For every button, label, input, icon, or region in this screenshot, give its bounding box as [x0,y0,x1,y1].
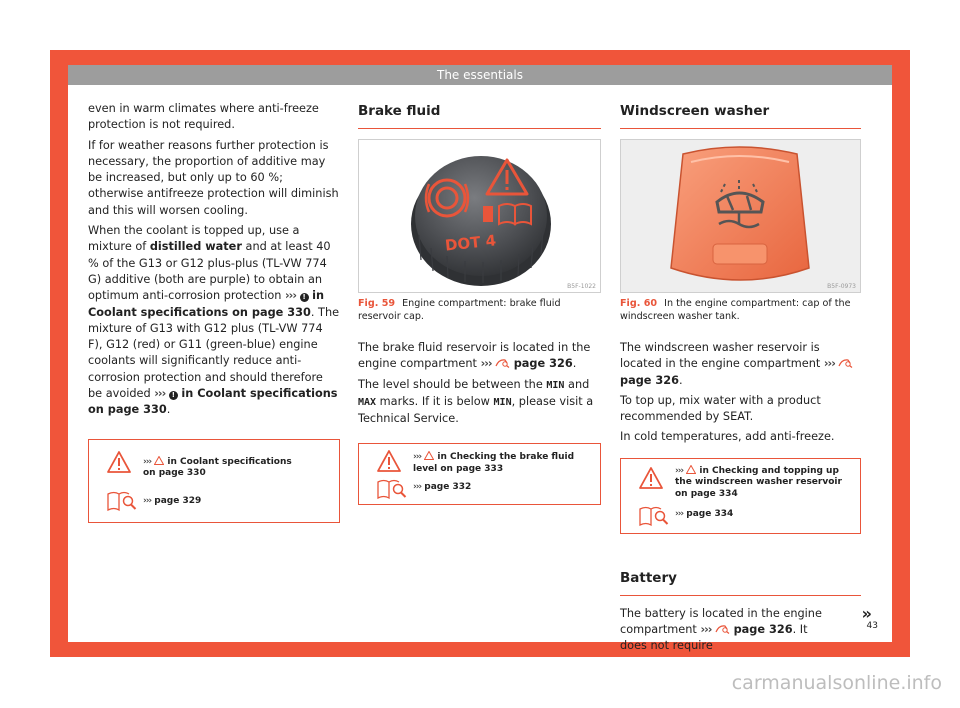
link-arrow: ››› [285,289,296,303]
figure-label: Fig. 59 [358,298,396,309]
link-arrow: ››› [700,623,712,637]
paragraph [358,377,601,428]
text: and [568,377,590,391]
text: and at least 40 % of the G13 or G12 plus-plus (TL-VW 774 G) additive (both are purple) to obtain an optimum anti-corrosion protection [88,240,331,303]
reference-warning-text[interactable] [675,465,851,501]
reference-box [620,458,861,534]
caption-text: In the engine compartment: cap of the windscreen washer tank. [620,298,851,322]
figure-label: Fig. 60 [620,298,658,309]
figure-code: B5F-0973 [827,283,856,290]
header-bar: The essentials [68,65,892,85]
text: marks. If it is below [379,394,490,408]
link-arrow: ››› [143,495,152,506]
engine-hood-icon [495,358,510,368]
reference-text: page 329 [154,495,202,506]
warning-icon [639,467,663,489]
reference-page-text[interactable] [675,509,733,521]
caption-text: Engine compartment: brake fluid reservoir cap. [358,298,561,322]
reference-box [358,443,601,505]
brake-cap-illustration [359,140,600,293]
manual-search-icon [107,490,137,512]
warning-icon [107,451,131,473]
link-arrow: ››› [675,508,684,519]
bold-text: distilled water [149,240,242,254]
text: The windscreen washer reservoir is located in the engine compartment [620,341,821,371]
link-arrow: ››› [413,452,422,463]
cross-reference-link[interactable]: page 326 [513,357,573,371]
paragraph [620,340,861,389]
text: . The mixture of G13 with G12 plus (TL-VW 774 F), G12 (red) or G11 (green-blue) engine coolants will significantly reduce anti-corrosion protection and should therefore be avoided [88,305,340,401]
figure-code: B5F-1022 [567,283,596,290]
watermark: carmanualsonline.info [731,672,942,694]
min-mark: MIN [493,396,512,408]
page-number: 43 [866,621,878,631]
reference-text: page 334 [686,508,734,519]
reference-text: in Checking and topping up the windscreen washer reservoir on page 334 [675,465,842,499]
washer-cap-figure [620,139,861,293]
warning-icon [686,465,696,474]
manual-search-icon [377,478,407,500]
paragraph: If for weather reasons further protection is necessary, the proportion of additive may be increased, but only up to 60 %; otherwise antifreeze protection will diminish and this will worsen cooling. [88,138,339,217]
reference-box [88,439,340,523]
text: , please visit a Technical Service. [358,394,594,426]
cross-reference-link[interactable]: page 326 [733,623,793,637]
reference-warning-text[interactable] [413,451,589,475]
brake-fluid-cap-figure [358,139,601,293]
max-mark: MAX [358,396,377,408]
warning-icon [377,450,401,472]
link-arrow: ››› [413,482,422,493]
paragraph [358,340,601,373]
link-arrow: ››› [480,357,492,371]
text: When the coolant is topped up, use a mixture of [88,224,300,254]
link-arrow: ››› [675,465,684,476]
column-windscreen-washer [620,101,861,659]
cross-reference-link[interactable]: in Coolant specifications on page 330 [88,289,325,319]
manual-page [68,65,892,653]
cap-label-text: DOT 4 [444,231,497,255]
link-arrow: ››› [143,456,152,467]
paragraph [620,606,834,655]
text: . It does not require [620,623,808,653]
column-brake-fluid [358,101,601,505]
engine-hood-icon [838,358,853,368]
reference-text: page 332 [424,482,472,493]
paragraph: In cold temperatures, add anti-freeze. [620,430,835,444]
section-title: Windscreen washer [620,101,861,129]
engine-hood-icon [715,624,730,634]
paragraph: To top up, mix water with a product recommended by SEAT. [620,393,821,424]
paragraph: even in warm climates where anti-freeze protection is not required. [88,102,319,132]
warning-icon [424,451,434,460]
text: The battery is located in the engine compartment [620,606,822,637]
info-icon: ! [169,391,178,400]
column-coolant [88,101,340,523]
figure-caption [620,298,861,323]
page-frame [50,50,910,657]
reference-warning-text[interactable] [143,456,303,480]
reference-page-text[interactable] [143,496,201,508]
section-title: Brake fluid [358,101,601,129]
link-arrow: ››› [154,387,166,401]
continue-mark: » [861,604,872,623]
section-title: Battery [620,568,861,596]
text: . [166,403,171,417]
cross-reference-link[interactable]: in Coolant specifications on page 330 [88,387,338,417]
figure-caption [358,298,601,323]
washer-cap-illustration [621,140,860,293]
cross-reference-link[interactable]: page 326 [620,373,679,387]
text: . [572,357,577,371]
text: The brake fluid reservoir is located in the engine compartment [358,341,591,371]
text: The level should be between the [358,377,543,391]
link-arrow: ››› [823,357,835,371]
warning-icon [154,456,164,465]
paragraph [88,223,340,419]
reference-text: in Checking the brake fluid level on page 333 [413,452,575,474]
info-icon: ! [300,293,309,302]
min-mark: MIN [546,379,565,391]
text: . [678,373,683,387]
reference-page-text[interactable] [413,482,471,494]
reference-text: in Coolant specifications on page 330 [143,456,292,479]
manual-search-icon [639,505,669,527]
